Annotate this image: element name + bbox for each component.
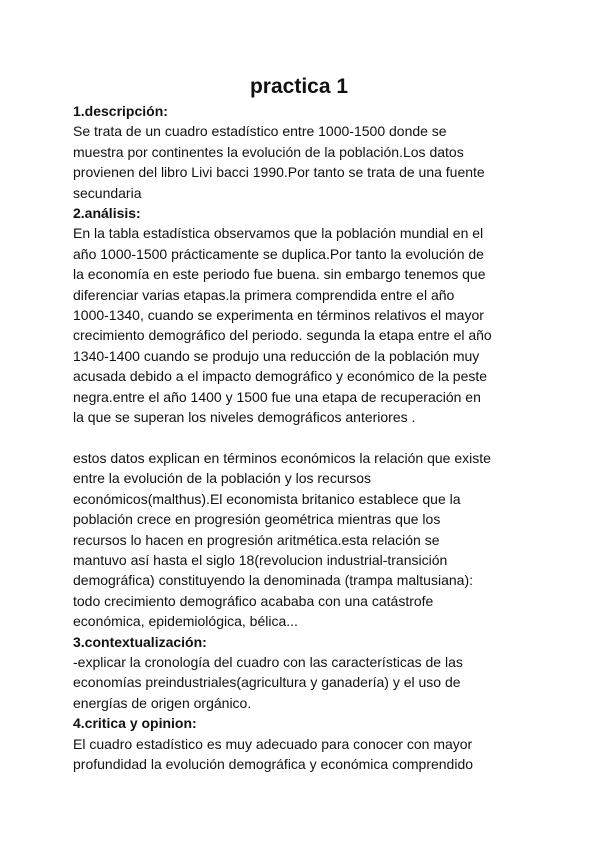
section-heading-critica: 4.critica y opinion: (73, 715, 197, 732)
text-line: estos datos explican en términos económicos la relación que existe (73, 449, 491, 466)
text-line: El cuadro estadístico es muy adecuado para conocer con mayor (73, 735, 473, 752)
text-line: provienen del libro Livi bacci 1990.Por tanto se trata de una fuente (73, 164, 485, 181)
page-title: practica 1 (249, 75, 349, 98)
text-line: 1000-1340, cuando se experimenta en términos relativos el mayor (73, 307, 484, 324)
text-line: población crece en progresión geométrica mientras que los (73, 511, 441, 528)
text-line: entre la evolución de la población y los recursos (73, 470, 372, 487)
text-line: En la tabla estadística observamos que la población mundial en el (73, 225, 484, 242)
text-line: económica, epidemiológica, bélica... (73, 613, 298, 630)
text-line: la que se superan los niveles demográficos anteriores . (73, 409, 416, 426)
paragraph-spacer (73, 428, 540, 448)
text-line: mantuvo así hasta el siglo 18(revolucion industrial-transición (73, 551, 448, 568)
text-line: 1340-1400 cuando se produjo una reducción de la población muy (73, 347, 480, 364)
section-heading-analisis: 2.análisis: (73, 205, 141, 222)
text-line: -explicar la cronología del cuadro con las características de las (73, 653, 463, 670)
paragraph-contextualizacion (73, 652, 533, 713)
text-line: la economía en este periodo fue buena. sin embargo tenemos que (73, 266, 486, 283)
text-line: demográfica) constituyendo la denominada (trampa maltusiana): (73, 572, 473, 589)
text-line: todo crecimiento demográfico acababa con una catástrofe (73, 592, 434, 609)
text-line: año 1000-1500 prácticamente se duplica.Por tanto la evolución de (73, 245, 484, 262)
text-line: económicos(malthus).El economista britanico establece que la (73, 490, 461, 507)
section-heading-contextualizacion: 3.contextualización: (73, 633, 207, 650)
paragraph-critica (73, 734, 533, 775)
text-line: crecimiento demográfico del periodo. segunda la etapa entre el año (73, 327, 492, 344)
text-line: energías de origen orgánico. (73, 694, 252, 711)
text-line: recursos lo hacen en progresión aritmética.esta relación se (73, 531, 440, 548)
text-line: acusada debido a el impacto demográfico y económico de la peste (73, 368, 488, 385)
section-heading-descripcion: 1.descripción: (73, 103, 168, 119)
text-line: negra.entre el año 1400 y 1500 fue una etapa de recuperación en (73, 388, 481, 405)
text-line: muestra por continentes la evolución de la población.Los datos (73, 143, 464, 160)
text-line: Se trata de un cuadro estadístico entre 1000-1500 donde se (73, 123, 447, 140)
text-line: diferenciar varias etapas.la primera comprendida entre el año (73, 286, 455, 303)
paragraph-analisis (73, 223, 533, 427)
paragraph-analisis-malthus (73, 448, 533, 632)
text-line: economías preindustriales(agricultura y ganadería) y el uso de (73, 674, 461, 691)
text-line: profundidad la evolución demográfica y económica comprendido (73, 755, 474, 772)
paragraph-descripcion (73, 121, 533, 203)
text-line: secundaria (73, 184, 142, 201)
